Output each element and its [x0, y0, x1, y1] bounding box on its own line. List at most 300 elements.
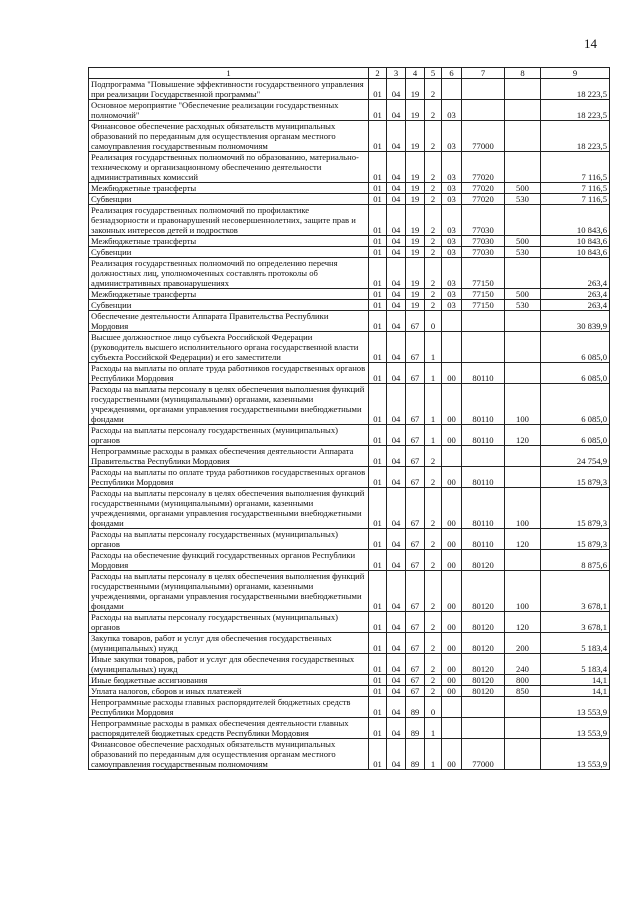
code-cell: 04 — [387, 550, 406, 571]
amount-cell: 10 843,6 — [541, 247, 610, 258]
code-cell: 89 — [406, 697, 425, 718]
code-cell: 19 — [406, 258, 425, 289]
code-cell: 77000 — [462, 121, 505, 152]
code-cell: 04 — [387, 79, 406, 100]
code-cell: 04 — [387, 675, 406, 686]
code-cell: 03 — [442, 121, 462, 152]
code-cell: 19 — [406, 289, 425, 300]
code-cell — [462, 697, 505, 718]
code-cell: 04 — [387, 247, 406, 258]
code-cell: 850 — [505, 686, 541, 697]
table-row — [89, 121, 610, 152]
code-cell: 2 — [425, 194, 442, 205]
code-cell: 2 — [425, 100, 442, 121]
amount-cell: 3 678,1 — [541, 571, 610, 612]
row-name: Высшее должностное лицо субъекта Российской Федерации (руководитель высшего исполнительного органа государственной власти субъекта Российской Федерации) и его заместители — [89, 332, 369, 363]
table-row — [89, 79, 610, 100]
code-cell: 2 — [425, 300, 442, 311]
code-cell — [505, 332, 541, 363]
code-cell: 2 — [425, 183, 442, 194]
row-name: Реализация государственных полномочий по профилактике безнадзорности и правонарушений несовершеннолетних, защите прав и законных интересов детей и подростков — [89, 205, 369, 236]
code-cell — [505, 121, 541, 152]
code-cell: 19 — [406, 205, 425, 236]
code-cell: 0 — [425, 311, 442, 332]
code-cell — [505, 739, 541, 770]
code-cell: 01 — [369, 332, 387, 363]
row-name: Расходы на выплаты персоналу в целях обеспечения выполнения функций государственными (муниципальными) органами, казенными учреждениями, органами управления государственными внебюджетными фондами — [89, 384, 369, 425]
code-cell: 1 — [425, 363, 442, 384]
code-cell: 00 — [442, 686, 462, 697]
row-name: Расходы на обеспечение функций государственных органов Республики Мордовия — [89, 550, 369, 571]
code-cell: 03 — [442, 289, 462, 300]
code-cell: 77020 — [462, 194, 505, 205]
table-row — [89, 363, 610, 384]
row-name: Подпрограмма "Повышение эффективности государственного управления при реализации Государственной программы" — [89, 79, 369, 100]
code-cell: 80120 — [462, 675, 505, 686]
code-cell: 01 — [369, 697, 387, 718]
code-cell: 77000 — [462, 739, 505, 770]
code-cell: 67 — [406, 571, 425, 612]
code-cell: 2 — [425, 446, 442, 467]
amount-cell: 263,4 — [541, 258, 610, 289]
code-cell: 0 — [425, 697, 442, 718]
code-cell — [442, 332, 462, 363]
code-cell — [505, 550, 541, 571]
code-cell: 04 — [387, 194, 406, 205]
code-cell: 2 — [425, 289, 442, 300]
code-cell: 01 — [369, 247, 387, 258]
code-cell — [505, 311, 541, 332]
row-name: Непрограммные расходы в рамках обеспечения деятельности Аппарата Правительства Республики Мордовия — [89, 446, 369, 467]
code-cell: 04 — [387, 384, 406, 425]
code-cell: 01 — [369, 654, 387, 675]
table-row — [89, 425, 610, 446]
code-cell: 04 — [387, 718, 406, 739]
amount-cell: 6 085,0 — [541, 363, 610, 384]
row-name: Иные бюджетные ассигнования — [89, 675, 369, 686]
code-cell: 01 — [369, 363, 387, 384]
row-name: Субвенции — [89, 300, 369, 311]
code-cell: 03 — [442, 152, 462, 183]
code-cell: 2 — [425, 152, 442, 183]
code-cell: 2 — [425, 236, 442, 247]
header-cell: 2 — [369, 68, 387, 79]
amount-cell: 263,4 — [541, 300, 610, 311]
code-cell: 89 — [406, 718, 425, 739]
code-cell: 67 — [406, 384, 425, 425]
table-row — [89, 571, 610, 612]
table-row — [89, 300, 610, 311]
code-cell: 04 — [387, 739, 406, 770]
code-cell — [462, 311, 505, 332]
code-cell: 00 — [442, 529, 462, 550]
amount-cell: 13 553,9 — [541, 718, 610, 739]
code-cell: 1 — [425, 332, 442, 363]
code-cell: 77020 — [462, 152, 505, 183]
table-row — [89, 697, 610, 718]
code-cell: 100 — [505, 571, 541, 612]
code-cell: 120 — [505, 529, 541, 550]
code-cell: 00 — [442, 550, 462, 571]
code-cell: 77030 — [462, 205, 505, 236]
code-cell: 04 — [387, 446, 406, 467]
row-name: Непрограммные расходы главных распорядителей бюджетных средств Республики Мордовия — [89, 697, 369, 718]
amount-cell: 7 116,5 — [541, 194, 610, 205]
code-cell: 00 — [442, 654, 462, 675]
code-cell: 530 — [505, 300, 541, 311]
code-cell: 04 — [387, 488, 406, 529]
code-cell: 500 — [505, 289, 541, 300]
code-cell: 67 — [406, 311, 425, 332]
code-cell: 80120 — [462, 571, 505, 612]
table-row — [89, 332, 610, 363]
code-cell: 89 — [406, 739, 425, 770]
code-cell: 2 — [425, 633, 442, 654]
header-cell: 1 — [89, 68, 369, 79]
code-cell — [462, 332, 505, 363]
code-cell: 19 — [406, 183, 425, 194]
code-cell — [505, 79, 541, 100]
code-cell: 01 — [369, 488, 387, 529]
code-cell: 00 — [442, 612, 462, 633]
code-cell: 03 — [442, 258, 462, 289]
code-cell: 04 — [387, 236, 406, 247]
code-cell: 67 — [406, 488, 425, 529]
code-cell: 01 — [369, 633, 387, 654]
code-cell: 01 — [369, 467, 387, 488]
row-name: Расходы на выплаты по оплате труда работников государственных органов Республики Мордовия — [89, 467, 369, 488]
table-row — [89, 311, 610, 332]
code-cell: 2 — [425, 675, 442, 686]
amount-cell: 8 875,6 — [541, 550, 610, 571]
code-cell — [505, 697, 541, 718]
table-row — [89, 289, 610, 300]
code-cell: 77150 — [462, 258, 505, 289]
code-cell: 03 — [442, 100, 462, 121]
code-cell: 01 — [369, 183, 387, 194]
table-row — [89, 654, 610, 675]
amount-cell: 13 553,9 — [541, 697, 610, 718]
code-cell: 00 — [442, 384, 462, 425]
code-cell: 04 — [387, 686, 406, 697]
code-cell: 04 — [387, 183, 406, 194]
code-cell: 04 — [387, 289, 406, 300]
code-cell: 04 — [387, 633, 406, 654]
code-cell: 04 — [387, 529, 406, 550]
table-row — [89, 686, 610, 697]
code-cell: 00 — [442, 571, 462, 612]
amount-cell: 3 678,1 — [541, 612, 610, 633]
code-cell: 04 — [387, 697, 406, 718]
code-cell: 240 — [505, 654, 541, 675]
header-cell: 3 — [387, 68, 406, 79]
row-name: Межбюджетные трансферты — [89, 236, 369, 247]
code-cell: 67 — [406, 686, 425, 697]
row-name: Расходы на выплаты персоналу в целях обеспечения выполнения функций государственными (муниципальными) органами, казенными учреждениями, органами управления государственными внебюджетными фондами — [89, 571, 369, 612]
code-cell — [505, 100, 541, 121]
code-cell: 19 — [406, 79, 425, 100]
table-row — [89, 152, 610, 183]
code-cell: 1 — [425, 425, 442, 446]
code-cell — [442, 79, 462, 100]
table-row — [89, 100, 610, 121]
code-cell: 19 — [406, 121, 425, 152]
code-cell: 19 — [406, 247, 425, 258]
code-cell: 2 — [425, 467, 442, 488]
code-cell: 2 — [425, 550, 442, 571]
row-name: Закупка товаров, работ и услуг для обеспечения государственных (муниципальных) нужд — [89, 633, 369, 654]
code-cell: 04 — [387, 205, 406, 236]
code-cell: 00 — [442, 467, 462, 488]
code-cell: 120 — [505, 612, 541, 633]
table-row — [89, 205, 610, 236]
code-cell: 04 — [387, 311, 406, 332]
code-cell — [505, 258, 541, 289]
row-name: Межбюджетные трансферты — [89, 183, 369, 194]
code-cell: 67 — [406, 654, 425, 675]
code-cell: 00 — [442, 633, 462, 654]
code-cell: 00 — [442, 675, 462, 686]
amount-cell: 14,1 — [541, 675, 610, 686]
code-cell — [442, 718, 462, 739]
code-cell: 03 — [442, 194, 462, 205]
code-cell: 01 — [369, 425, 387, 446]
code-cell: 01 — [369, 612, 387, 633]
table-row — [89, 612, 610, 633]
amount-cell: 18 223,5 — [541, 79, 610, 100]
code-cell: 01 — [369, 571, 387, 612]
amount-cell: 6 085,0 — [541, 384, 610, 425]
header-cell: 6 — [442, 68, 462, 79]
code-cell: 01 — [369, 675, 387, 686]
code-cell: 01 — [369, 384, 387, 425]
amount-cell: 7 116,5 — [541, 152, 610, 183]
code-cell: 01 — [369, 718, 387, 739]
code-cell: 04 — [387, 300, 406, 311]
table-row — [89, 446, 610, 467]
code-cell: 19 — [406, 194, 425, 205]
code-cell: 01 — [369, 121, 387, 152]
table-row — [89, 675, 610, 686]
code-cell: 67 — [406, 363, 425, 384]
row-name: Межбюджетные трансферты — [89, 289, 369, 300]
code-cell — [442, 446, 462, 467]
table-row — [89, 488, 610, 529]
row-name: Иные закупки товаров, работ и услуг для обеспечения государственных (муниципальных) нужд — [89, 654, 369, 675]
code-cell: 01 — [369, 194, 387, 205]
amount-cell: 10 843,6 — [541, 205, 610, 236]
header-cell: 5 — [425, 68, 442, 79]
code-cell: 19 — [406, 236, 425, 247]
code-cell: 00 — [442, 363, 462, 384]
code-cell: 2 — [425, 247, 442, 258]
amount-cell: 18 223,5 — [541, 121, 610, 152]
table-row — [89, 247, 610, 258]
table-row — [89, 384, 610, 425]
code-cell: 80120 — [462, 633, 505, 654]
row-name: Обеспечение деятельности Аппарата Правительства Республики Мордовия — [89, 311, 369, 332]
code-cell: 01 — [369, 446, 387, 467]
code-cell: 2 — [425, 205, 442, 236]
code-cell: 500 — [505, 236, 541, 247]
code-cell: 77030 — [462, 236, 505, 247]
code-cell: 100 — [505, 384, 541, 425]
amount-cell: 30 839,9 — [541, 311, 610, 332]
code-cell: 04 — [387, 612, 406, 633]
code-cell: 67 — [406, 446, 425, 467]
row-name: Субвенции — [89, 247, 369, 258]
code-cell: 19 — [406, 300, 425, 311]
code-cell: 2 — [425, 612, 442, 633]
code-cell: 500 — [505, 183, 541, 194]
code-cell: 01 — [369, 236, 387, 247]
code-cell: 04 — [387, 258, 406, 289]
table-row — [89, 718, 610, 739]
amount-cell: 5 183,4 — [541, 654, 610, 675]
code-cell — [505, 363, 541, 384]
row-name: Финансовое обеспечение расходных обязательств муниципальных образований по переданным для осуществления органам местного самоуправления государственным полномочиям — [89, 121, 369, 152]
code-cell: 2 — [425, 488, 442, 529]
code-cell — [505, 205, 541, 236]
row-name: Расходы на выплаты персоналу государственных (муниципальных) органов — [89, 425, 369, 446]
code-cell: 80110 — [462, 467, 505, 488]
code-cell — [505, 718, 541, 739]
amount-cell: 15 879,3 — [541, 467, 610, 488]
row-name: Уплата налогов, сборов и иных платежей — [89, 686, 369, 697]
code-cell: 800 — [505, 675, 541, 686]
row-name: Реализация государственных полномочий по образованию, материально-техническому и организационному обеспечению деятельности административных комиссий — [89, 152, 369, 183]
code-cell: 01 — [369, 100, 387, 121]
code-cell: 03 — [442, 300, 462, 311]
code-cell: 01 — [369, 311, 387, 332]
code-cell: 03 — [442, 183, 462, 194]
code-cell: 67 — [406, 675, 425, 686]
row-name: Расходы на выплаты персоналу государственных (муниципальных) органов — [89, 612, 369, 633]
code-cell: 01 — [369, 152, 387, 183]
row-name: Расходы на выплаты по оплате труда работников государственных органов Республики Мордовия — [89, 363, 369, 384]
code-cell: 01 — [369, 529, 387, 550]
code-cell: 01 — [369, 79, 387, 100]
table-row — [89, 739, 610, 770]
code-cell: 2 — [425, 529, 442, 550]
code-cell — [462, 718, 505, 739]
code-cell: 00 — [442, 739, 462, 770]
code-cell: 2 — [425, 258, 442, 289]
row-name: Расходы на выплаты персоналу государственных (муниципальных) органов — [89, 529, 369, 550]
code-cell — [505, 467, 541, 488]
code-cell: 80120 — [462, 686, 505, 697]
code-cell: 80110 — [462, 425, 505, 446]
budget-table — [88, 67, 610, 770]
row-name: Основное мероприятие "Обеспечение реализации государственных полномочий" — [89, 100, 369, 121]
page-number: 14 — [584, 36, 597, 51]
amount-cell: 15 879,3 — [541, 488, 610, 529]
amount-cell: 10 843,6 — [541, 236, 610, 247]
code-cell: 80120 — [462, 654, 505, 675]
code-cell: 01 — [369, 686, 387, 697]
code-cell: 1 — [425, 384, 442, 425]
header-cell: 8 — [505, 68, 541, 79]
code-cell: 04 — [387, 152, 406, 183]
code-cell: 77150 — [462, 289, 505, 300]
code-cell: 67 — [406, 467, 425, 488]
code-cell: 01 — [369, 739, 387, 770]
code-cell: 80120 — [462, 550, 505, 571]
code-cell: 04 — [387, 100, 406, 121]
code-cell: 80110 — [462, 363, 505, 384]
code-cell — [462, 79, 505, 100]
code-cell — [442, 311, 462, 332]
code-cell: 04 — [387, 654, 406, 675]
code-cell — [442, 697, 462, 718]
code-cell: 2 — [425, 686, 442, 697]
code-cell: 67 — [406, 633, 425, 654]
header-cell: 7 — [462, 68, 505, 79]
code-cell: 67 — [406, 332, 425, 363]
code-cell: 01 — [369, 550, 387, 571]
code-cell: 200 — [505, 633, 541, 654]
table-row — [89, 529, 610, 550]
table-row — [89, 194, 610, 205]
code-cell: 67 — [406, 612, 425, 633]
code-cell: 2 — [425, 654, 442, 675]
row-name: Реализация государственных полномочий по определению перечня должностных лиц, уполномоченных составлять протоколы об административных правонарушениях — [89, 258, 369, 289]
code-cell: 80110 — [462, 529, 505, 550]
code-cell: 00 — [442, 488, 462, 529]
code-cell: 1 — [425, 718, 442, 739]
table-row — [89, 236, 610, 247]
code-cell: 01 — [369, 258, 387, 289]
row-name: Расходы на выплаты персоналу в целях обеспечения выполнения функций государственными (муниципальными) органами, казенными учреждениями, органами управления государственными внебюджетными фондами — [89, 488, 369, 529]
code-cell: 04 — [387, 121, 406, 152]
code-cell: 77020 — [462, 183, 505, 194]
code-cell: 04 — [387, 332, 406, 363]
code-cell: 19 — [406, 152, 425, 183]
amount-cell: 5 183,4 — [541, 633, 610, 654]
table-header-row — [89, 68, 610, 79]
table-row — [89, 633, 610, 654]
code-cell — [505, 152, 541, 183]
header-cell: 4 — [406, 68, 425, 79]
code-cell — [462, 446, 505, 467]
table-row — [89, 550, 610, 571]
code-cell: 120 — [505, 425, 541, 446]
code-cell: 530 — [505, 194, 541, 205]
code-cell: 77150 — [462, 300, 505, 311]
table-row — [89, 183, 610, 194]
amount-cell: 15 879,3 — [541, 529, 610, 550]
code-cell: 80110 — [462, 384, 505, 425]
code-cell: 2 — [425, 79, 442, 100]
code-cell: 03 — [442, 205, 462, 236]
amount-cell: 6 085,0 — [541, 425, 610, 446]
amount-cell: 24 754,9 — [541, 446, 610, 467]
amount-cell: 13 553,9 — [541, 739, 610, 770]
row-name: Финансовое обеспечение расходных обязательств муниципальных образований по переданным для осуществления органам местного самоуправления государственным полномочиям — [89, 739, 369, 770]
amount-cell: 7 116,5 — [541, 183, 610, 194]
code-cell: 04 — [387, 425, 406, 446]
code-cell: 03 — [442, 236, 462, 247]
code-cell: 03 — [442, 247, 462, 258]
row-name: Субвенции — [89, 194, 369, 205]
code-cell: 01 — [369, 289, 387, 300]
amount-cell: 14,1 — [541, 686, 610, 697]
code-cell: 19 — [406, 100, 425, 121]
code-cell: 1 — [425, 739, 442, 770]
row-name: Непрограммные расходы в рамках обеспечения деятельности главных распорядителей бюджетных средств Республики Мордовия — [89, 718, 369, 739]
code-cell: 2 — [425, 121, 442, 152]
table-row — [89, 467, 610, 488]
